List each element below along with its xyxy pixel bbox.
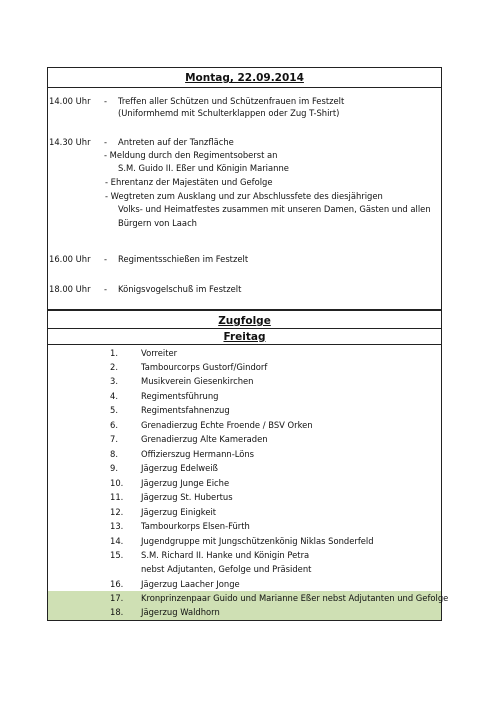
list-item bbox=[48, 548, 441, 563]
item-name: Kronprinzenpaar Guido und Marianne Eßer nebst Adjutanten und Gefolge bbox=[141, 593, 449, 603]
item-name: Regimentsführung bbox=[141, 391, 219, 401]
entry-dash: - bbox=[104, 284, 108, 294]
entry-line: - Wegtreten zum Ausklang und zur Abschlussfete des diesjährigen bbox=[105, 191, 383, 201]
item-name: Jägerzug Waldhorn bbox=[141, 607, 220, 617]
entry-line: - Ehrentanz der Majestäten und Gefolge bbox=[105, 177, 273, 187]
item-name: Offizierszug Hermann-Löns bbox=[141, 449, 255, 459]
list-item bbox=[48, 476, 441, 491]
entry-line: Regimentsschießen im Festzelt bbox=[118, 254, 249, 264]
list-item bbox=[48, 403, 441, 418]
list-item bbox=[48, 577, 441, 592]
item-name: Jägerzug Edelweiß bbox=[141, 463, 218, 473]
list-item-highlighted bbox=[48, 591, 449, 606]
item-number: 12. bbox=[110, 507, 124, 517]
entry-time: 16.00 Uhr bbox=[49, 254, 91, 264]
entry-line: - Meldung durch den Regimentsoberst an bbox=[104, 150, 278, 160]
entry-line: Treffen aller Schützen und Schützenfrauen im Festzelt bbox=[118, 96, 345, 106]
entry-line: (Uniformhemd mit Schulterklappen oder Zug T-Shirt) bbox=[118, 108, 340, 118]
list-item bbox=[48, 534, 441, 549]
list-item bbox=[48, 389, 441, 404]
list-item bbox=[48, 432, 441, 447]
entry-dash: - bbox=[104, 137, 108, 147]
item-name: S.M. Richard II. Hanke und Königin Petra bbox=[141, 550, 310, 560]
item-number: 8. bbox=[110, 449, 118, 459]
list-item bbox=[48, 519, 441, 534]
item-name: Jugendgruppe mit Jungschützenkönig Niklas Sonderfeld bbox=[141, 536, 374, 546]
item-number: 14. bbox=[110, 536, 124, 546]
list-item bbox=[48, 374, 441, 389]
item-number: 16. bbox=[110, 579, 124, 589]
item-number: 17. bbox=[110, 593, 124, 603]
item-name: Grenadierzug Alte Kameraden bbox=[141, 434, 268, 444]
zugfolge-title: Zugfolge bbox=[218, 315, 271, 327]
entry-line: Königsvogelschuß im Festzelt bbox=[118, 284, 242, 294]
item-number: 13. bbox=[110, 521, 124, 531]
item-number: 5. bbox=[110, 405, 118, 415]
friday-heading: Freitag bbox=[223, 331, 266, 343]
item-number: 2. bbox=[110, 362, 118, 372]
item-number: 9. bbox=[110, 463, 118, 473]
entry-dash: - bbox=[104, 254, 108, 264]
list-item bbox=[48, 418, 441, 433]
list-item bbox=[48, 461, 441, 476]
list-item bbox=[48, 562, 441, 577]
item-name: Tambourkorps Elsen-Fürth bbox=[141, 521, 250, 531]
list-item bbox=[48, 346, 441, 361]
item-name: Grenadierzug Echte Froende / BSV Orken bbox=[141, 420, 313, 430]
item-number: 11. bbox=[110, 492, 124, 502]
item-name: Jägerzug St. Hubertus bbox=[141, 492, 233, 502]
item-number: 4. bbox=[110, 391, 118, 401]
item-number: 18. bbox=[110, 607, 124, 617]
item-number: 6. bbox=[110, 420, 118, 430]
item-name: Jägerzug Laacher Jonge bbox=[141, 579, 240, 589]
entry-time: 14.30 Uhr bbox=[49, 137, 91, 147]
item-number: 7. bbox=[110, 434, 118, 444]
list-item-highlighted bbox=[48, 605, 441, 620]
item-number: 15. bbox=[110, 550, 124, 560]
item-name: Musikverein Giesenkirchen bbox=[141, 376, 254, 386]
title-divider bbox=[48, 328, 441, 329]
item-name: Regimentsfahnenzug bbox=[141, 405, 230, 415]
entry-time: 14.00 Uhr bbox=[49, 96, 91, 106]
entry-line: Volks- und Heimatfestes zusammen mit unseren Damen, Gästen und allen bbox=[118, 204, 431, 214]
item-name: Tambourcorps Gustorf/Gindorf bbox=[141, 362, 268, 372]
list-item bbox=[48, 505, 441, 520]
entry-line: S.M. Guido II. Eßer und Königin Marianne bbox=[118, 163, 289, 173]
heading-divider bbox=[48, 87, 441, 88]
item-name: nebst Adjutanten, Gefolge und Präsident bbox=[141, 564, 312, 574]
list-item bbox=[48, 447, 441, 462]
item-number: 1. bbox=[110, 348, 118, 358]
list-item bbox=[48, 360, 441, 375]
item-name: Jägerzug Einigkeit bbox=[141, 507, 217, 517]
zugfolge-box bbox=[47, 310, 449, 621]
entry-time: 18.00 Uhr bbox=[49, 284, 91, 294]
monday-heading: Montag, 22.09.2014 bbox=[185, 72, 304, 84]
item-number: 10. bbox=[110, 478, 124, 488]
entry-line: Antreten auf der Tanzfläche bbox=[118, 137, 234, 147]
item-number: 3. bbox=[110, 376, 118, 386]
list-item bbox=[48, 490, 441, 505]
item-name: Jägerzug Junge Eiche bbox=[141, 478, 230, 488]
monday-schedule-box bbox=[47, 67, 442, 310]
day-divider bbox=[48, 344, 441, 345]
item-name: Vorreiter bbox=[141, 348, 178, 358]
entry-dash: - bbox=[104, 96, 108, 106]
entry-line: Bürgern von Laach bbox=[118, 218, 197, 228]
